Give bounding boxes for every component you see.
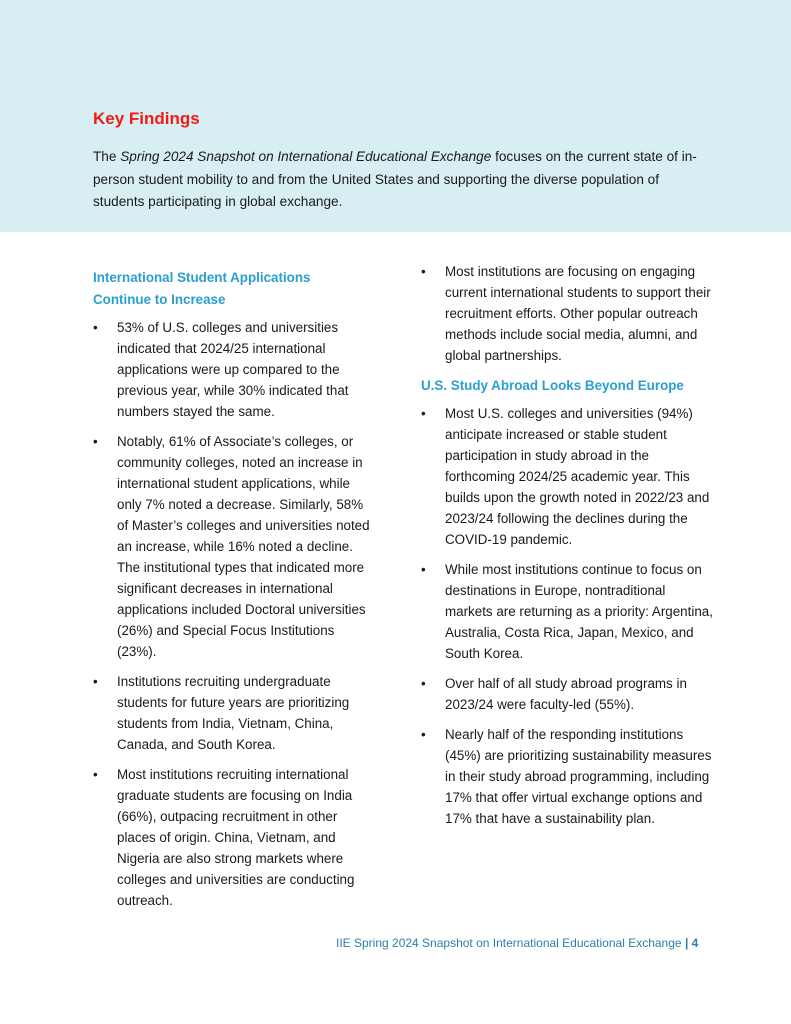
bullet-icon: • (93, 320, 98, 335)
footer-separator: | (684, 936, 689, 950)
right-column (421, 261, 716, 838)
list-item (93, 431, 375, 662)
bullet-text: Over half of all study abroad programs in 2023/24 were faculty-led (55%). (445, 676, 687, 712)
bullet-icon: • (421, 676, 426, 691)
intro-text: focuses on the current state of in-person student mobility to and from the United States and supporting the diverse population of students participating in global exchange. (93, 149, 697, 209)
page-number: 4 (691, 936, 699, 950)
bullet-text: 53% of U.S. colleges and universities indicated that 2024/25 international applications were up compared to the previous year, while 30% indicated that numbers stayed the same. (117, 320, 349, 419)
footer-text: IIE Spring 2024 Snapshot on International Educational Exchange (336, 936, 682, 950)
bullet-text: Institutions recruiting undergraduate students for future years are prioritizing students from India, Vietnam, China, Canada, and South Korea. (117, 674, 350, 752)
list-item (93, 317, 375, 422)
bullet-text: Most U.S. colleges and universities (94%) anticipate increased or stable student participation in study abroad in the forthcoming 2024/25 academic year. This builds upon the growth noted in 2022/23 and 2023/24 following the declines during the COVID-19 pandemic. (445, 406, 710, 547)
bullet-text: Notably, 61% of Associate’s colleges, or community colleges, noted an increase in international student applications, while only 7% noted a decrease. Similarly, 58% of Master’s colleges and universities noted an increase, while 16% noted a decline. The institutional types that indicated more significant decreases in international applications included Doctoral universities (26%) and Special Focus Institutions (23%). (117, 434, 370, 659)
section-heading-applications: International Student Applications Continue to Increase (93, 270, 311, 307)
list-item (421, 673, 716, 715)
section-heading-study-abroad: U.S. Study Abroad Looks Beyond Europe (421, 378, 684, 393)
report-title: Spring 2024 Snapshot on International Educational Exchange (120, 149, 492, 164)
left-column (93, 261, 375, 920)
bullet-text: Nearly half of the responding institutions (45%) are prioritizing sustainability measures in their study abroad programming, including 17% that offer virtual exchange options and 17% that have a sustainability plan. (445, 727, 712, 826)
bullet-icon: • (421, 264, 426, 279)
key-findings-banner (0, 0, 791, 232)
intro-paragraph (93, 146, 703, 214)
list-item (421, 261, 716, 366)
bullet-text: While most institutions continue to focus on destinations in Europe, nontraditional markets are returning as a priority: Argentina, Australia, Costa Rica, Japan, Mexico, and South Korea. (445, 562, 713, 661)
bullet-icon: • (93, 434, 98, 449)
page-title: Key Findings (93, 109, 200, 128)
intro-text: The (93, 149, 121, 164)
list-item (93, 764, 375, 911)
bullet-icon: • (421, 562, 426, 577)
bullet-icon: • (93, 674, 98, 689)
bullet-icon: • (421, 727, 426, 742)
bullet-text: Most institutions are focusing on engaging current international students to support their recruitment efforts. Other popular outreach methods include social media, alumni, and global partnerships. (445, 264, 711, 363)
list-item (93, 671, 375, 755)
bullet-text: Most institutions recruiting international graduate students are focusing on India (66%), outpacing recruitment in other places of origin. China, Vietnam, and Nigeria are also strong markets where colleges and universities are conducting outreach. (117, 767, 355, 908)
page-footer (0, 932, 791, 970)
bullet-icon: • (421, 406, 426, 421)
bullet-icon: • (93, 767, 98, 782)
list-item (421, 403, 716, 550)
body-columns (0, 232, 791, 932)
list-item (421, 724, 716, 829)
list-item (421, 559, 716, 664)
